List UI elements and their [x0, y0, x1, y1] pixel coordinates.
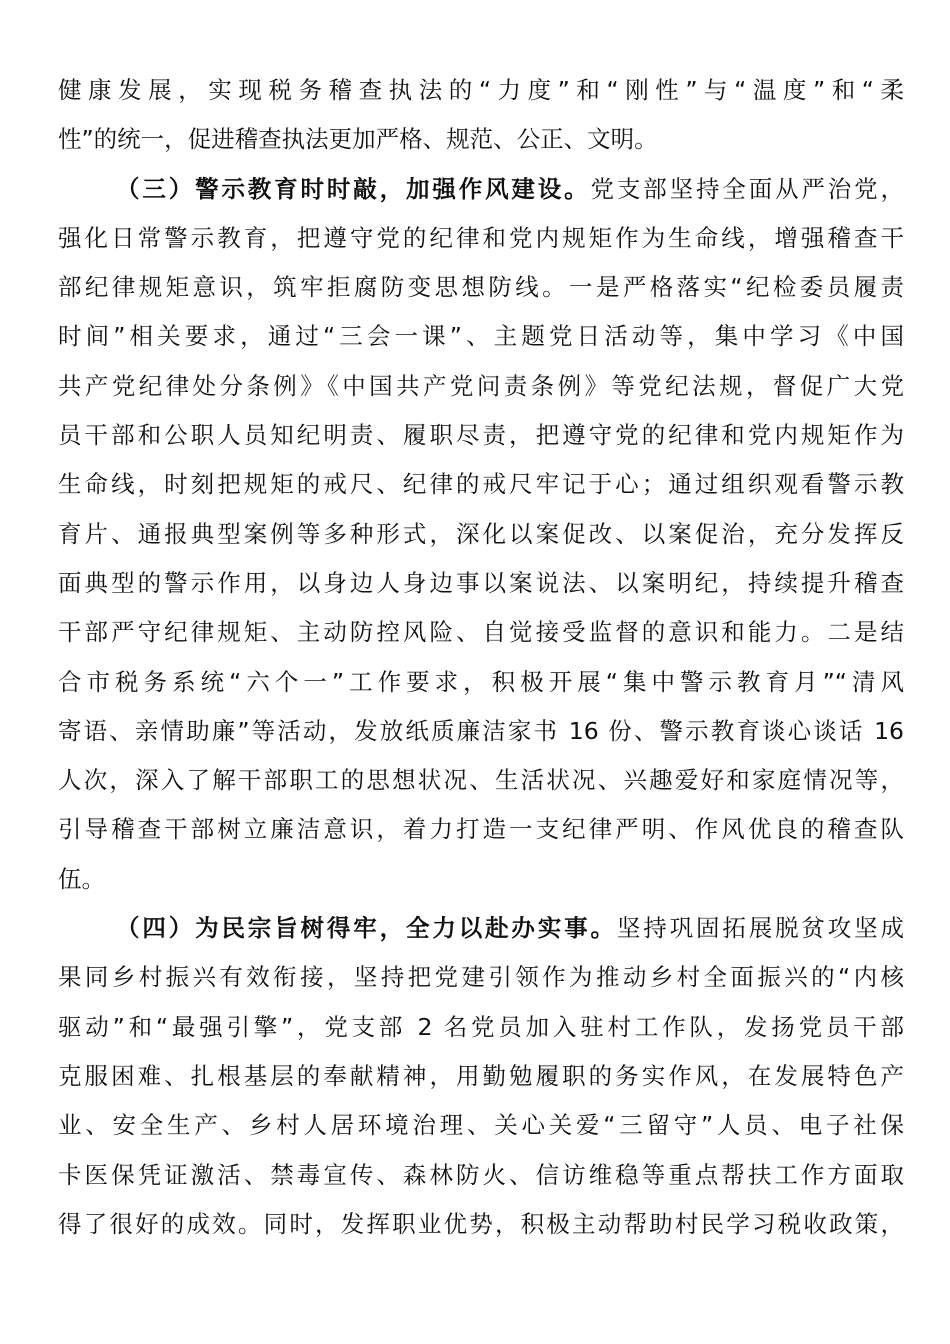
paragraph-1	[58, 66, 904, 165]
text-run: 党支部坚持全面从严治党，	[590, 174, 904, 203]
text-line: 强化日常警示教育，把遵守党的纪律和党内规矩作为生命线，增强稽查干	[58, 223, 904, 252]
text-line: 果同乡村振兴有效衔接，坚持把党建引领作为推动乡村全面振兴的“内核	[58, 963, 904, 992]
text-line: 干部严守纪律规矩、主动防控风险、自觉接受监督的意识和能力。二是结	[58, 618, 904, 647]
text-line: 寄语、亲情助廉”等活动，发放纸质廉洁家书 16 份、警示教育谈心谈话 16	[58, 716, 904, 745]
paragraph-first-line	[58, 904, 904, 953]
text-run: 坚持巩固拓展脱贫攻坚成	[616, 914, 904, 943]
text-line: 合市税务系统“六个一”工作要求，积极开展“集中警示教育月”“清风	[58, 667, 904, 696]
paragraph-3	[58, 904, 904, 1249]
section-heading: （三）警示教育时时敲，加强作风建设。	[116, 174, 591, 203]
text-line: 克服困难、扎根基层的奉献精神，用勤勉履职的务实作风，在发展特色产	[58, 1061, 904, 1090]
text-line: 引导稽查干部树立廉洁意识，着力打造一支纪律严明、作风优良的稽查队	[58, 815, 904, 844]
text-line: 共产党纪律处分条例》《中国共产党问责条例》等党纪法规，督促广大党	[58, 371, 904, 400]
text-line: 性”的统一，促进稽查执法更加严格、规范、公正、文明。	[58, 125, 658, 154]
text-line: 人次，深入了解干部职工的思想状况、生活状况、兴趣爱好和家庭情况等，	[58, 766, 904, 795]
text-line: 时间”相关要求，通过“三会一课”、主题党日活动等，集中学习《中国	[58, 322, 904, 351]
document-page	[58, 66, 904, 1249]
text-line: 驱动”和“最强引擎”，党支部 2 名党员加入驻村工作队，发扬党员干部	[58, 1012, 904, 1041]
text-line: 部纪律规矩意识，筑牢拒腐防变思想防线。一是严格落实“纪检委员履责	[58, 273, 904, 302]
text-line: 生命线，时刻把规矩的戒尺、纪律的戒尺牢记于心；通过组织观看警示教	[58, 470, 904, 499]
text-line: 面典型的警示作用，以身边人身边事以案说法、以案明纪，持续提升稽查	[58, 568, 904, 597]
text-line: 育片、通报典型案例等多种形式，深化以案促改、以案促治，充分发挥反	[58, 519, 904, 548]
text-line: 健康发展，实现税务稽查执法的“力度”和“刚性”与“温度”和“柔	[58, 76, 904, 104]
text-line: 业、安全生产、乡村人居环境治理、关心关爱“三留守”人员、电子社保	[58, 1111, 904, 1140]
paragraph-2	[58, 165, 904, 904]
text-line: 卡医保凭证激活、禁毒宣传、森林防火、信访维稳等重点帮扶工作方面取	[58, 1160, 904, 1189]
text-line: 伍。	[58, 864, 105, 893]
text-line: 员干部和公职人员知纪明责、履职尽责，把遵守党的纪律和党内规矩作为	[58, 421, 904, 450]
text-line: 得了很好的成效。同时，发挥职业优势，积极主动帮助村民学习税收政策，	[58, 1209, 904, 1238]
section-heading: （四）为民宗旨树得牢，全力以赴办实事。	[116, 914, 617, 943]
paragraph-first-line	[58, 165, 904, 214]
